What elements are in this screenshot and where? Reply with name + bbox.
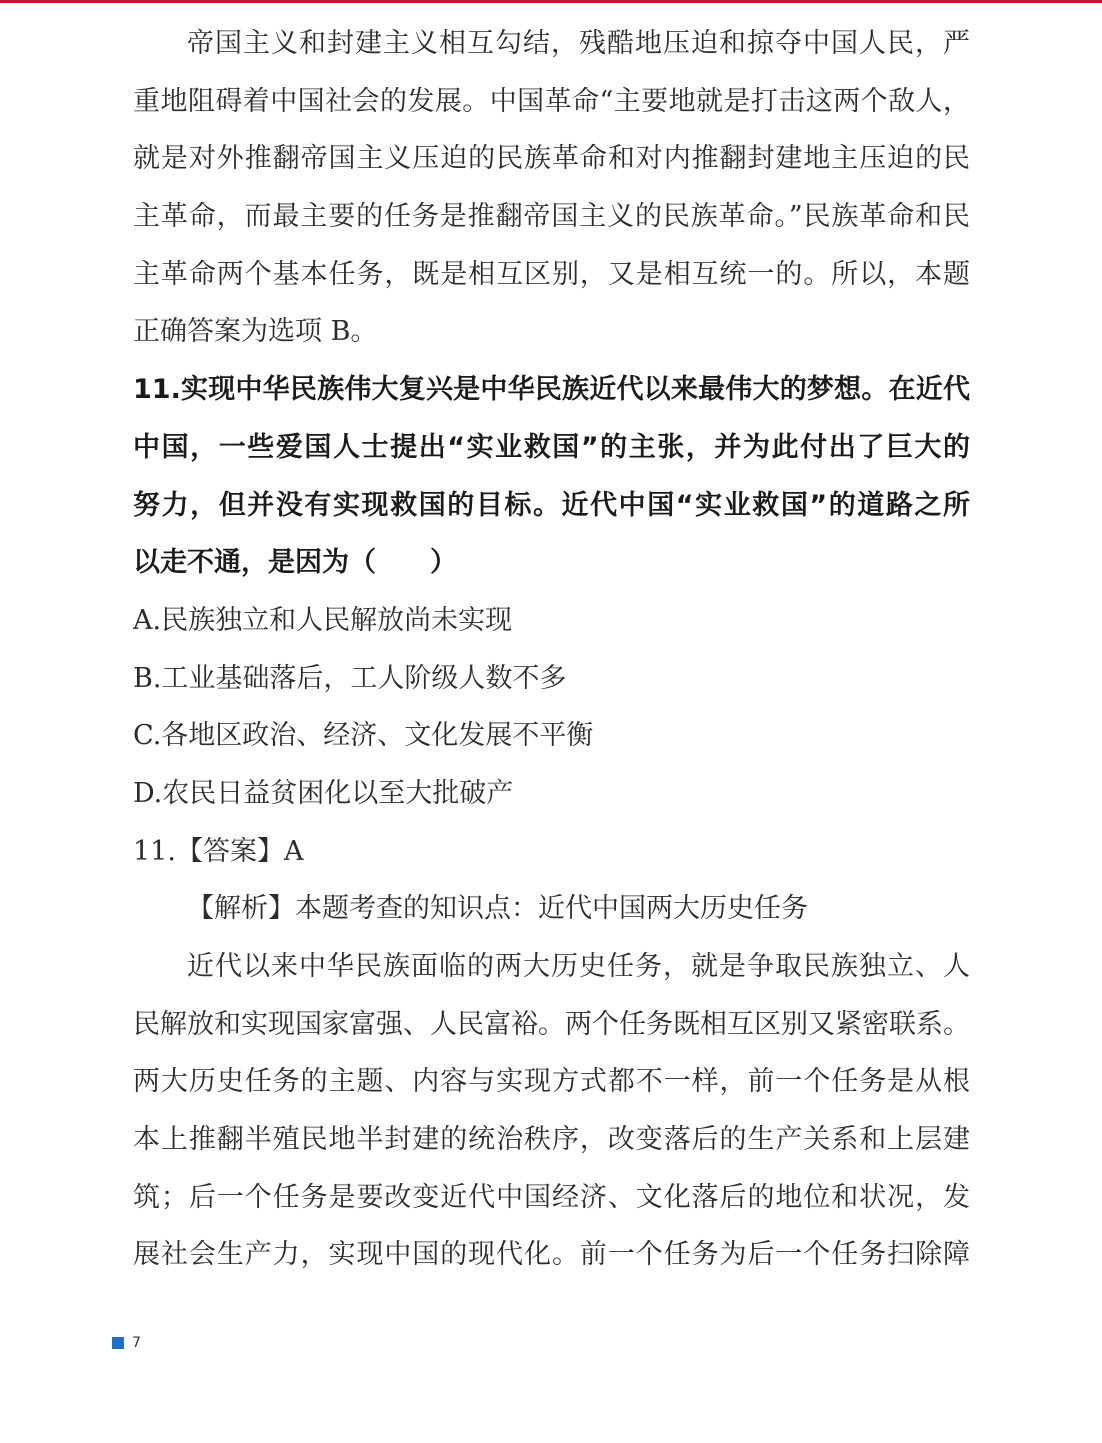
analysis-line: 近代以来中华民族面临的两大历史任务，就是争取民族独立、人 xyxy=(187,951,970,982)
text-line: 重地阻碍着中国社会的发展。中国革命“主要地就是打击这两个敌人， xyxy=(133,85,970,117)
footer-square-icon xyxy=(112,1337,124,1349)
option-a: A.民族独立和人民解放尚未实现 xyxy=(133,604,513,636)
question-line: 中国，一些爱国人士提出“实业救国”的主张，并为此付出了巨大的 xyxy=(133,431,970,463)
analysis-line: 本上推翻半殖民地半封建的统治秩序，改变落后的生产关系和上层建 xyxy=(133,1124,970,1156)
analysis-line: 两大历史任务的主题、内容与实现方式都不一样，前一个任务是从根 xyxy=(133,1066,970,1098)
option-c: C.各地区政治、经济、文化发展不平衡 xyxy=(133,720,594,752)
option-b: B.工业基础落后，工人阶级人数不多 xyxy=(133,662,567,694)
page-content xyxy=(133,15,970,1284)
question-11 xyxy=(133,361,970,592)
analysis-line: 筑；后一个任务是要改变近代中国经济、文化落后的地位和状况，发 xyxy=(133,1181,970,1213)
text-line: 帝国主义和封建主义相互勾结，残酷地压迫和掠夺中国人民，严 xyxy=(187,28,970,59)
analysis-line: 民解放和实现国家富强、人民富裕。两个任务既相互区别又紧密联系。 xyxy=(133,1008,970,1040)
answer-label: 11.【答案】A xyxy=(133,835,304,867)
question-line: 以走不通，是因为（ ） xyxy=(133,547,457,579)
text-line: 主革命两个基本任务，既是相互区别，又是相互统一的。所以，本题 xyxy=(133,258,970,290)
page-footer xyxy=(112,1335,141,1351)
question-line: 11.实现中华民族伟大复兴是中华民族近代以来最伟大的梦想。在近代 xyxy=(133,374,970,406)
question-line: 努力，但并没有实现救国的目标。近代中国“实业救国”的道路之所 xyxy=(133,489,970,521)
page-number: 7 xyxy=(132,1335,141,1351)
previous-explanation xyxy=(133,15,970,361)
analysis-line: 展社会生产力，实现中国的现代化。前一个任务为后一个任务扫除障 xyxy=(133,1239,970,1271)
text-line: 主革命，而最主要的任务是推翻帝国主义的民族革命。”民族革命和民 xyxy=(133,201,970,233)
answer-options xyxy=(133,592,970,823)
analysis-label: 【解析】本题考查的知识点：近代中国两大历史任务 xyxy=(187,893,808,925)
text-line: 正确答案为选项 B。 xyxy=(133,316,378,348)
top-rule xyxy=(0,0,1102,3)
option-d: D.农民日益贫困化以至大批破产 xyxy=(133,777,514,809)
text-line: 就是对外推翻帝国主义压迫的民族革命和对内推翻封建地主压迫的民 xyxy=(133,143,970,175)
answer-section xyxy=(133,823,970,1285)
